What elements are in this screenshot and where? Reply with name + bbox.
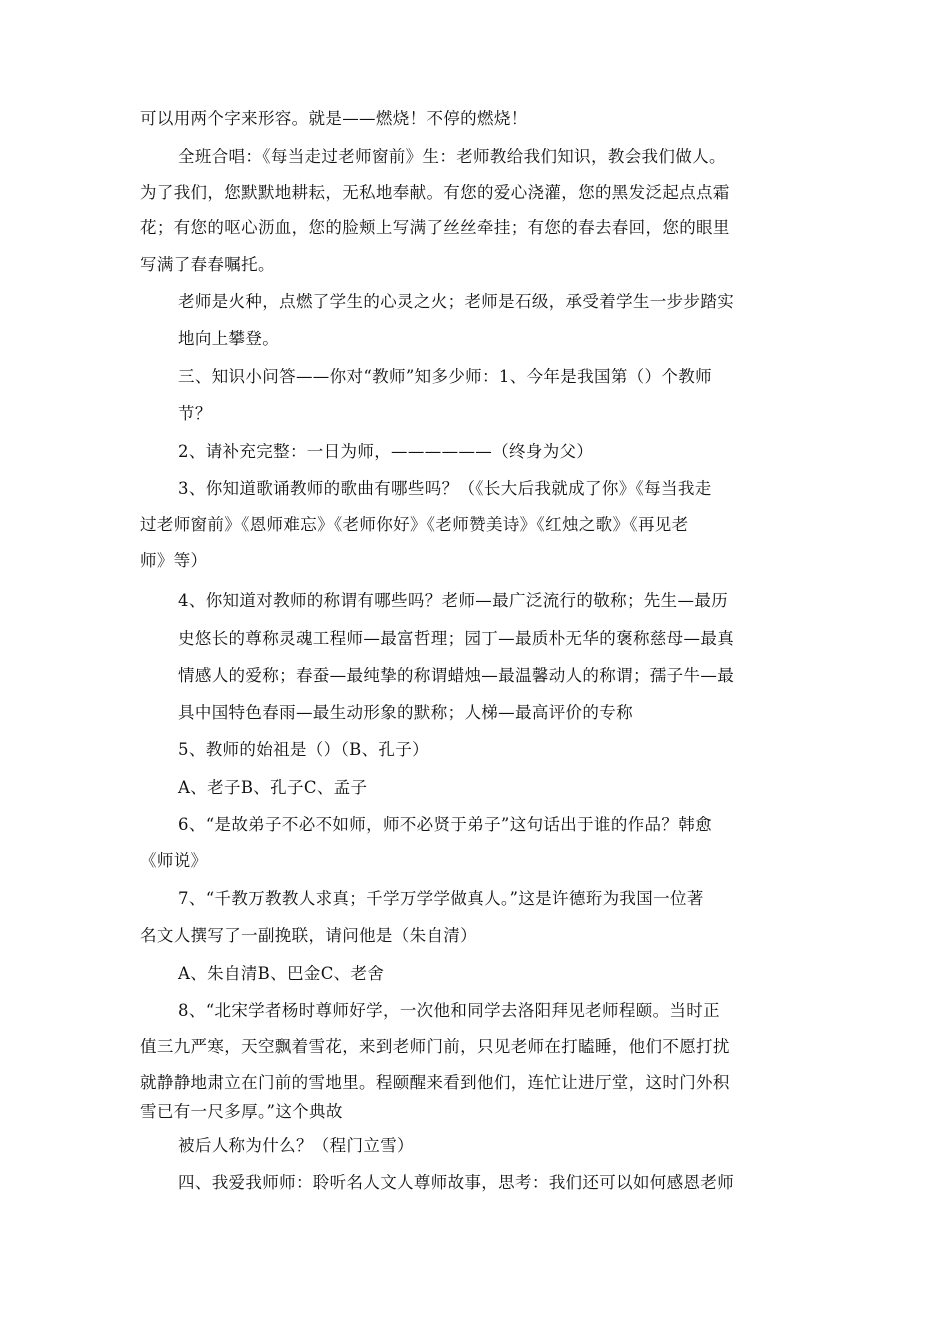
text-line: 可以用两个字来形容。就是——燃烧！不停的燃烧！ [140, 109, 528, 128]
text-line: 2、请补充完整：一日为师，——————（终身为父） [178, 442, 594, 461]
text-line: 7、“千教万教教人求真；千学万学学做真人。”这是许德珩为我国一位著 [178, 889, 704, 908]
text-line: 花；有您的呕心沥血，您的脸颊上写满了丝丝牵挂；有您的春去春回，您的眼里 [140, 218, 730, 237]
text-line: A、朱自清B、巴金C、老舍 [178, 964, 385, 983]
text-line: 节？ [178, 404, 212, 423]
text-line: 被后人称为什么？（程门立雪） [178, 1136, 414, 1155]
text-line: 就静静地肃立在门前的雪地里。程颐醒来看到他们，连忙让进厅堂，这时门外积 [140, 1073, 730, 1092]
text-line: 写满了春春嘱托。 [140, 255, 275, 274]
text-line: 四、我爱我师师：聆听名人文人尊师故事，思考：我们还可以如何感恩老师 [178, 1173, 735, 1192]
text-line: 地向上攀登。 [178, 329, 280, 348]
text-line: 三、知识小问答——你对“教师”知多少师：1、今年是我国第（）个教师 [178, 367, 712, 386]
text-line: 雪已有一尺多厚。”这个典故 [140, 1102, 343, 1121]
text-line: 3、你知道歌诵教师的歌曲有哪些吗？（《长大后我就成了你》《每当我走 [178, 479, 712, 498]
text-line: 全班合唱：《每当走过老师窗前》生：老师教给我们知识，教会我们做人。 [178, 147, 726, 166]
text-line: A、老子B、孔子C、孟子 [178, 778, 368, 797]
text-line: 5、教师的始祖是（）（B、孔子） [178, 740, 429, 759]
text-line: 值三九严寒，天空飘着雪花，来到老师门前，只见老师在打瞌睡，他们不愿打扰 [140, 1037, 730, 1056]
text-line: 史悠长的尊称灵魂工程师—最富哲理；园丁—最质朴无华的褒称慈母—最真 [178, 629, 735, 648]
text-line: 老师是火种，点燃了学生的心灵之火；老师是石级，承受着学生一步步踏实 [178, 292, 735, 311]
text-line: 《师说》 [140, 851, 208, 870]
text-line: 6、“是故弟子不必不如师，师不必贤于弟子”这句话出于谁的作品？韩愈 [178, 815, 712, 834]
text-line: 名文人撰写了一副挽联，请问他是（朱自清） [140, 926, 477, 945]
text-line: 为了我们，您默默地耕耘，无私地奉献。有您的爱心浇灌，您的黑发泛起点点霜 [140, 183, 730, 202]
text-line: 8、“北宋学者杨时尊师好学，一次他和同学去洛阳拜见老师程颐。当时正 [178, 1001, 720, 1020]
text-line: 过老师窗前》《恩师难忘》《老师你好》《老师赞美诗》《红烛之歌》《再见老 [140, 515, 689, 534]
text-line: 具中国特色春雨—最生动形象的默称；人梯—最高评价的专称 [178, 703, 633, 722]
text-line: 情感人的爱称；春蚕—最纯挚的称谓蜡烛—最温馨动人的称谓；孺子牛—最 [178, 666, 735, 685]
text-line: 4、你知道对教师的称谓有哪些吗？老师—最广泛流行的敬称；先生—最历 [178, 591, 729, 610]
text-line: 师》等） [140, 551, 208, 570]
